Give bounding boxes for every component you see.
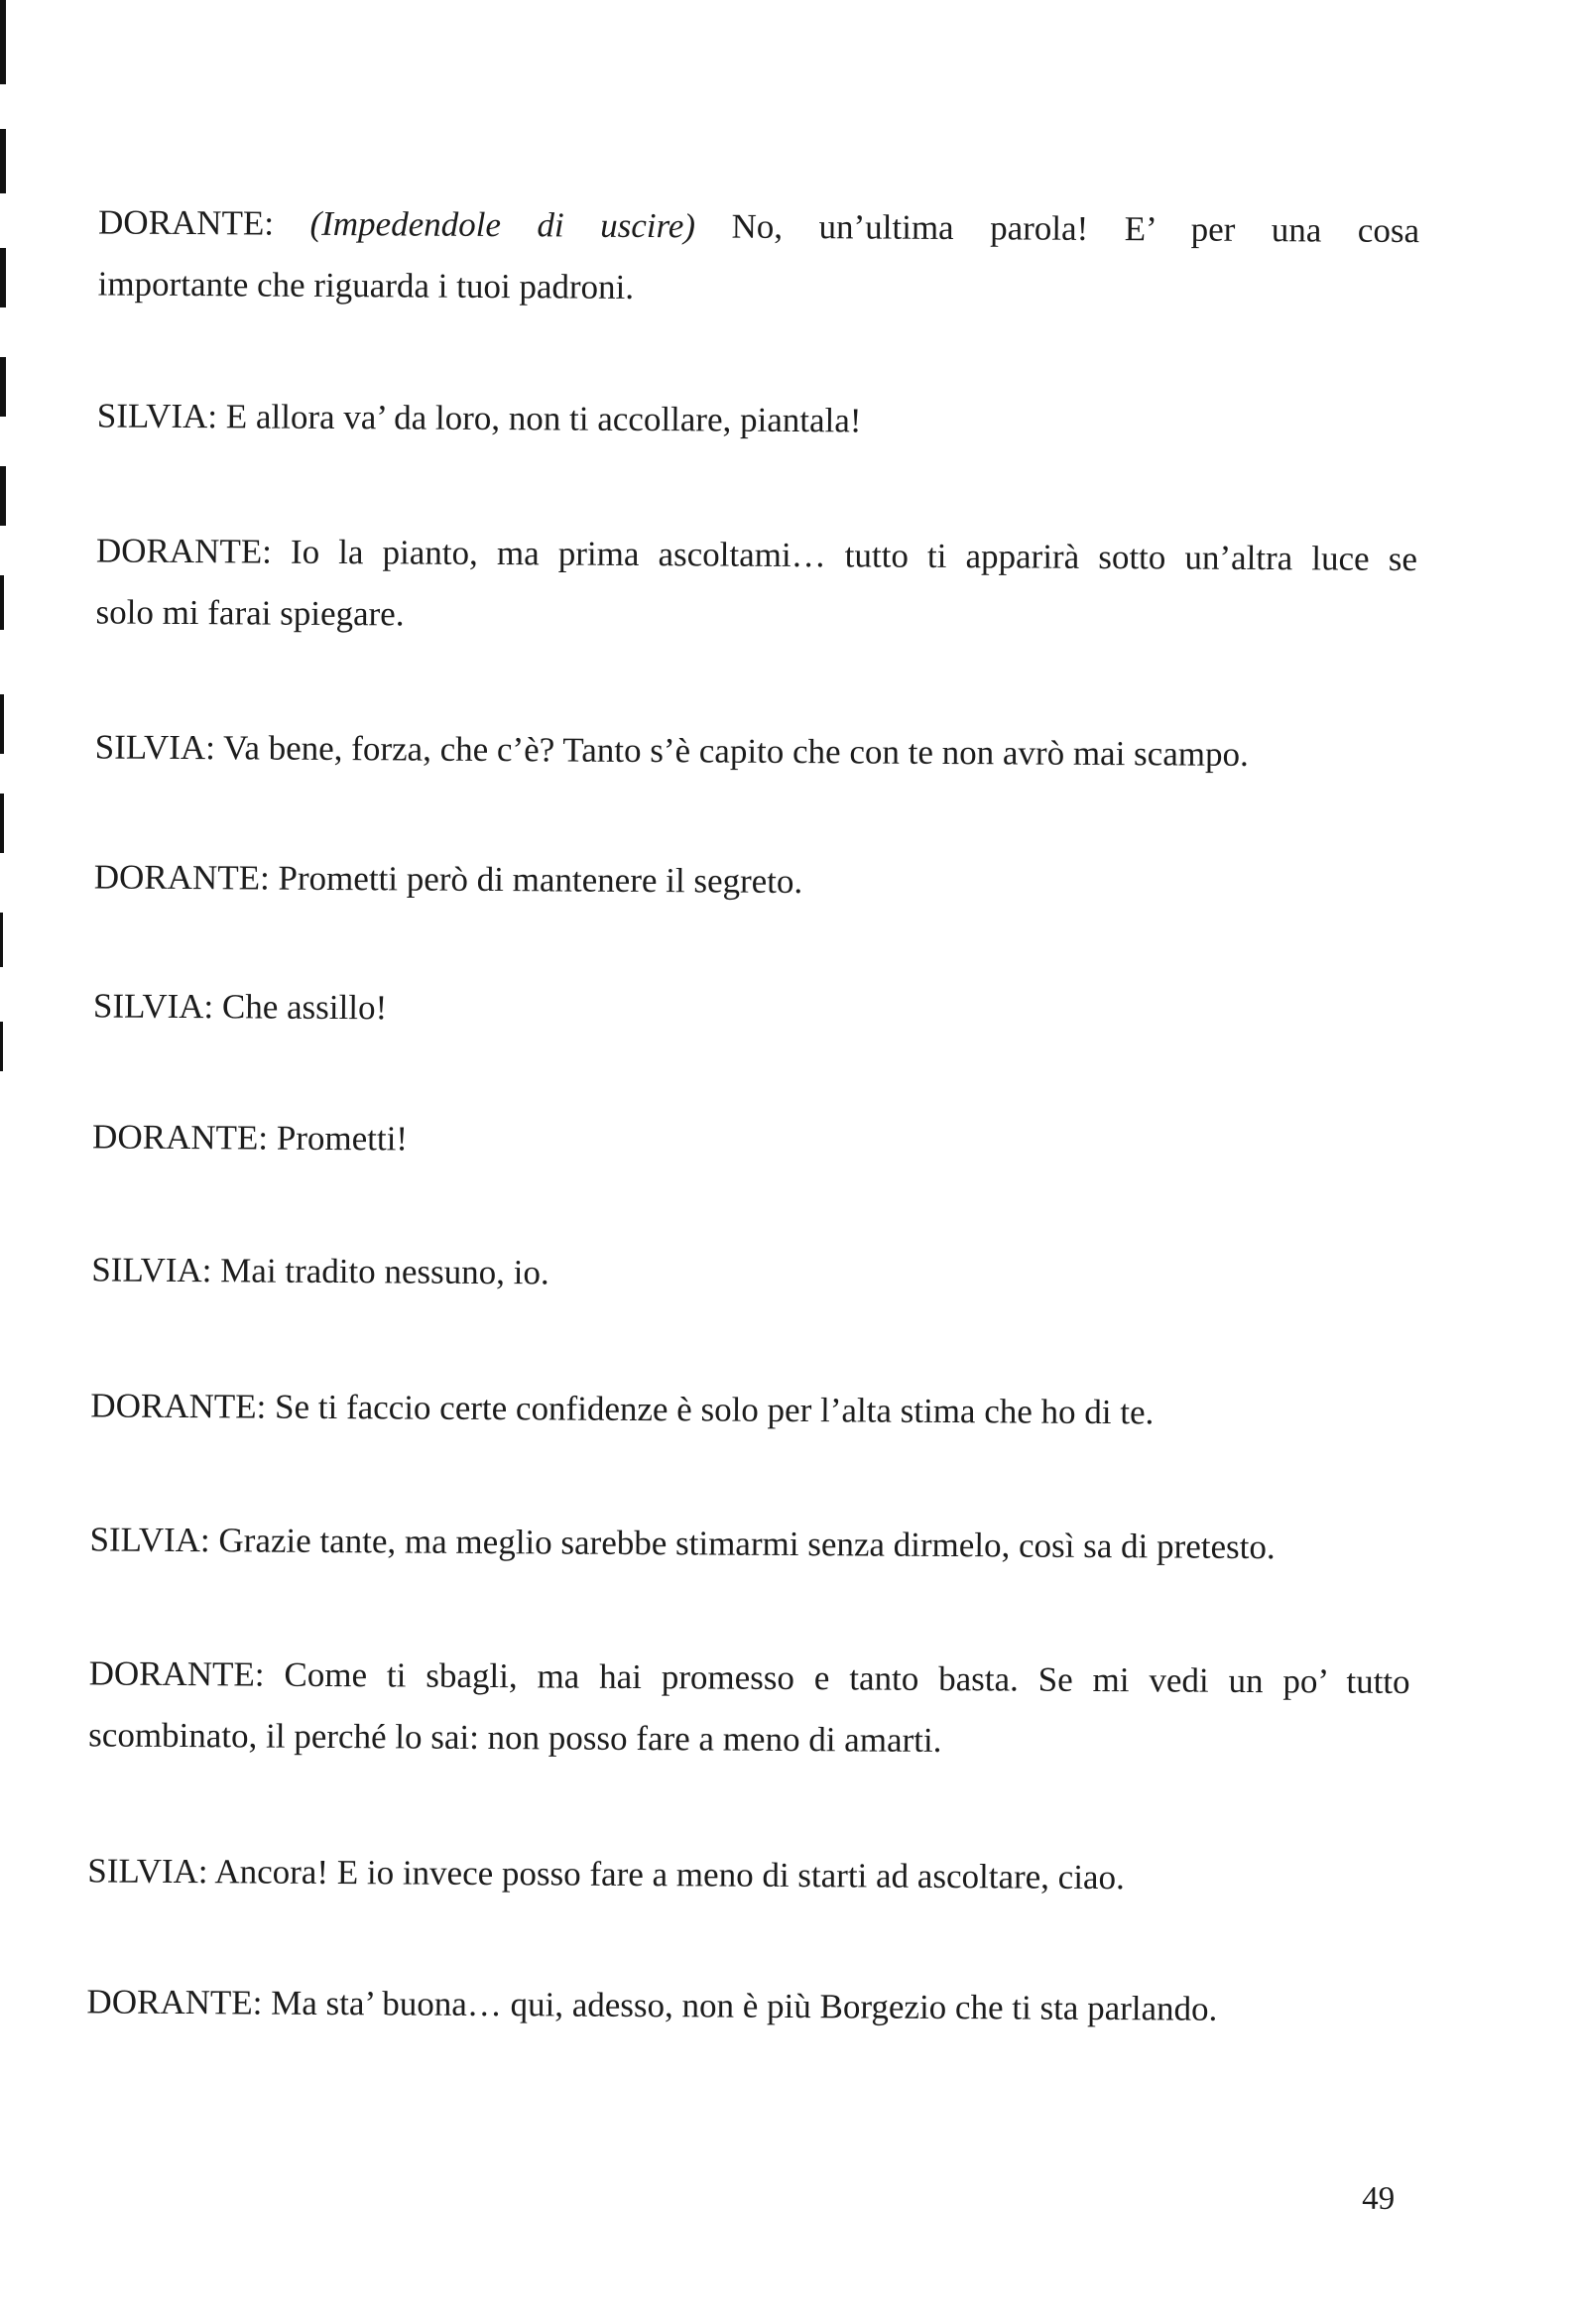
speaker-name: DORANTE: (93, 857, 270, 898)
speaker-name: SILVIA: (94, 727, 216, 768)
dialogue-text: Ancora! E io invece posso fare a meno di starti ad ascoltare, ciao. (214, 1852, 1125, 1897)
speaker-name: SILVIA: (87, 1851, 208, 1892)
dialogue-paragraph (92, 1106, 1413, 1176)
dialogue-text: solo mi farai spiegare. (95, 592, 405, 634)
dialogue-text: Io la pianto, ma prima ascoltami… tutto ti apparirà sotto un’altra luce se (290, 532, 1418, 579)
speaker-name: DORANTE: (88, 1653, 265, 1694)
speaker-name: DORANTE: (95, 531, 273, 571)
dialogue-text: Come ti sbagli, ma hai promesso e tanto basta. Se mi vedi un po’ tutto (284, 1654, 1410, 1702)
dialogue-text: Mai tradito nessuno, io. (220, 1251, 549, 1292)
dialogue-text: Grazie tante, ma meglio sarebbe stimarmi senza dirmelo, così sa di pretesto. (218, 1521, 1276, 1567)
speaker-name: SILVIA: (96, 396, 218, 436)
scan-edge (0, 129, 6, 193)
dialogue-paragraph (88, 1643, 1410, 1774)
speaker-name: SILVIA: (92, 986, 214, 1027)
dialogue-paragraph (97, 385, 1418, 455)
dialogue-text: Ma sta’ buona… qui, adesso, non è più Borgezio che ti sta parlando. (271, 1983, 1218, 2028)
page-number: 49 (1362, 2180, 1396, 2217)
speaker-name: SILVIA: (89, 1520, 210, 1560)
dialogue-text: scombinato, il perché lo sai: non posso fare a meno di amarti. (88, 1715, 942, 1760)
dialogue-paragraph (89, 1509, 1410, 1579)
dialogue-paragraph (94, 716, 1415, 787)
stage-direction: (Impedendole di uscire) (309, 203, 696, 246)
dialogue-paragraph (91, 1239, 1412, 1309)
speaker-name: DORANTE: (97, 202, 275, 243)
scan-edge (0, 0, 6, 84)
dialogue-paragraph (95, 520, 1417, 652)
speaker-name: DORANTE: (90, 1386, 267, 1426)
dialogue-paragraph (86, 1971, 1407, 2041)
dialogue-paragraph (87, 1840, 1408, 1910)
dialogue-text: importante che riguarda i tuoi padroni. (97, 264, 635, 306)
dialogue-text: Prometti però di mantenere il segreto. (278, 858, 803, 902)
speaker-name: SILVIA: (91, 1250, 212, 1290)
dialogue-text: Va bene, forza, che c’è? Tanto s’è capito che con te non avrò mai scampo. (222, 728, 1249, 774)
dialogue-text: No, un’ultima parola! E’ per una cosa (731, 206, 1420, 251)
dialogue-text: Prometti! (276, 1118, 409, 1159)
dialogue-paragraph (94, 846, 1415, 917)
speaker-name: DORANTE: (92, 1117, 269, 1158)
dialogue-paragraph (93, 975, 1414, 1045)
speaker-name: DORANTE: (86, 1982, 263, 2022)
dialogue-text: Che assillo! (221, 987, 388, 1028)
dialogue-text: E allora va’ da loro, non ti accollare, piantala! (225, 397, 862, 440)
dialogue-paragraph (97, 191, 1419, 323)
dialogue-text: Se ti faccio certe confidenze è solo per l’alta stima che ho di te. (274, 1387, 1155, 1432)
dialogue-paragraph (90, 1375, 1411, 1445)
